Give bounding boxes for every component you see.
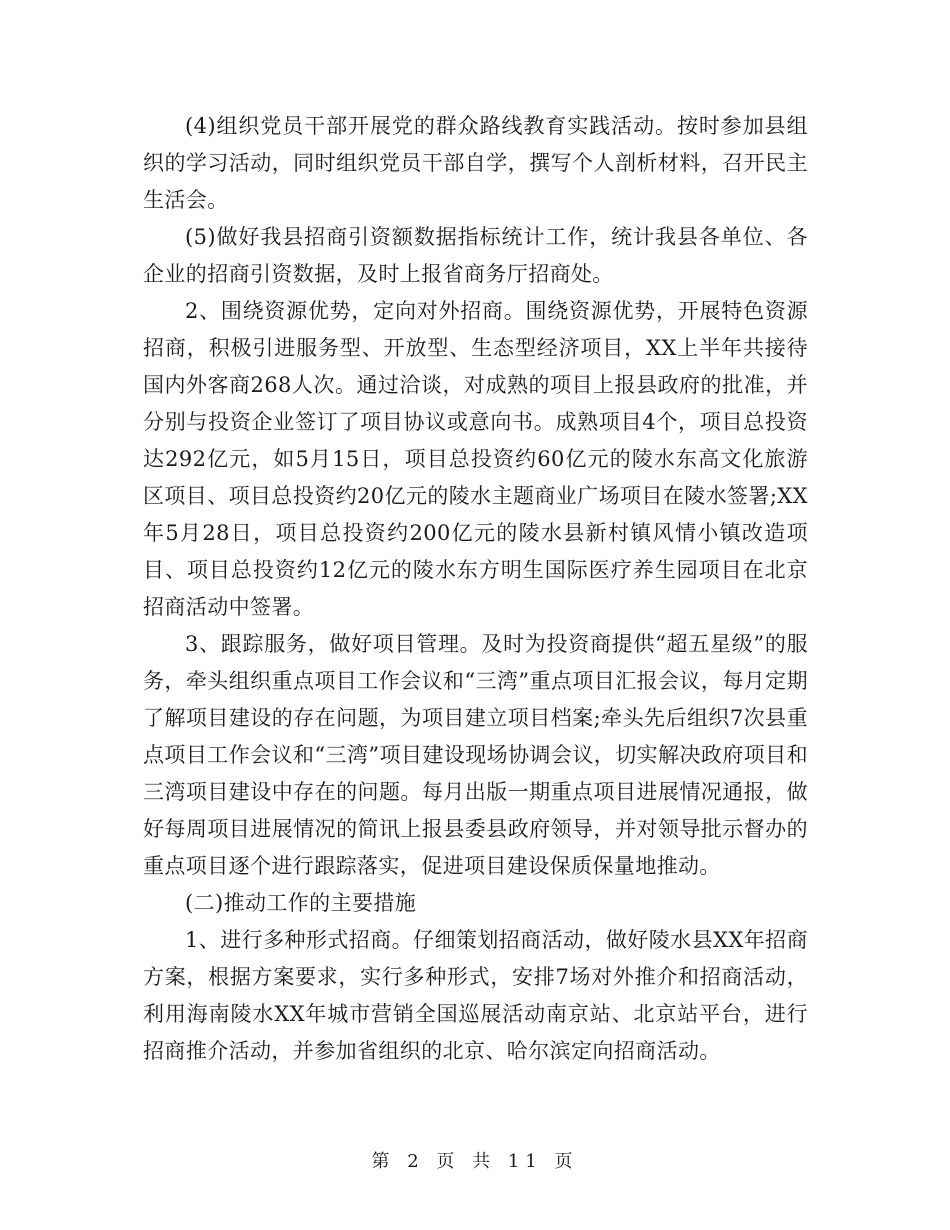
paragraph-statistics: (5)做好我县招商引资额数据指标统计工作，统计我县各单位、各企业的招商引资数据，及时上报省商务厅招商处。 [143,225,808,286]
paragraph-project-tracking: 3、跟踪服务，做好项目管理。及时为投资商提供“超五星级”的服务，牵头组织重点项目工作会议和“三湾”重点项目汇报会议，每月定期了解项目建设的存在问题，为项目建立项目档案;牵头先后组织7次县重点项目工作会议和“三湾”项目建设现场协调会议，切实解决政府项目和三湾项目建设中存在的问题。每月出版一期重点项目进展情况通报，做好每周项目进展情况的简讯上报县委县政府领导，并对领导批示督办的重点项目逐个进行跟踪落实，促进项目建设保质保量地推动。 [143,632,808,878]
page-number-footer: 第 2 页 共 11 页 [371,1151,579,1172]
document-body [143,108,808,1070]
paragraph-resource-investment: 2、围绕资源优势，定向对外招商。围绕资源优势，开展特色资源招商，积极引进服务型、开放型、生态型经济项目，XX上半年共接待国内外客商268人次。通过洽谈，对成熟的项目上报县政府的批准，并分别与投资企业签订了项目协议或意向书。成熟项目4个，项目总投资达292亿元，如5月15日，项目总投资约60亿元的陵水东高文化旅游区项目、项目总投资约20亿元的陵水主题商业广场项目在陵水签署;XX年5月28日，项目总投资约200亿元的陵水县新村镇风情小镇改造项目、项目总投资约12亿元的陵水东方明生国际医疗养生园项目在北京招商活动中签署。 [143,299,808,619]
section-heading-measures: (二)推动工作的主要措施 [185,891,417,915]
paragraph-investment-promotion: 1、进行多种形式招商。仔细策划招商活动，做好陵水县XX年招商方案，根据方案要求，实行多种形式，安排7场对外推介和招商活动，利用海南陵水XX年城市营销全国巡展活动南京站、北京站平台，进行招商推介活动，并参加省组织的北京、哈尔滨定向招商活动。 [143,928,808,1063]
paragraph-party-education: (4)组织党员干部开展党的群众路线教育实践活动。按时参加县组织的学习活动，同时组织党员干部自学，撰写个人剖析材料，召开民主生活会。 [143,114,808,212]
